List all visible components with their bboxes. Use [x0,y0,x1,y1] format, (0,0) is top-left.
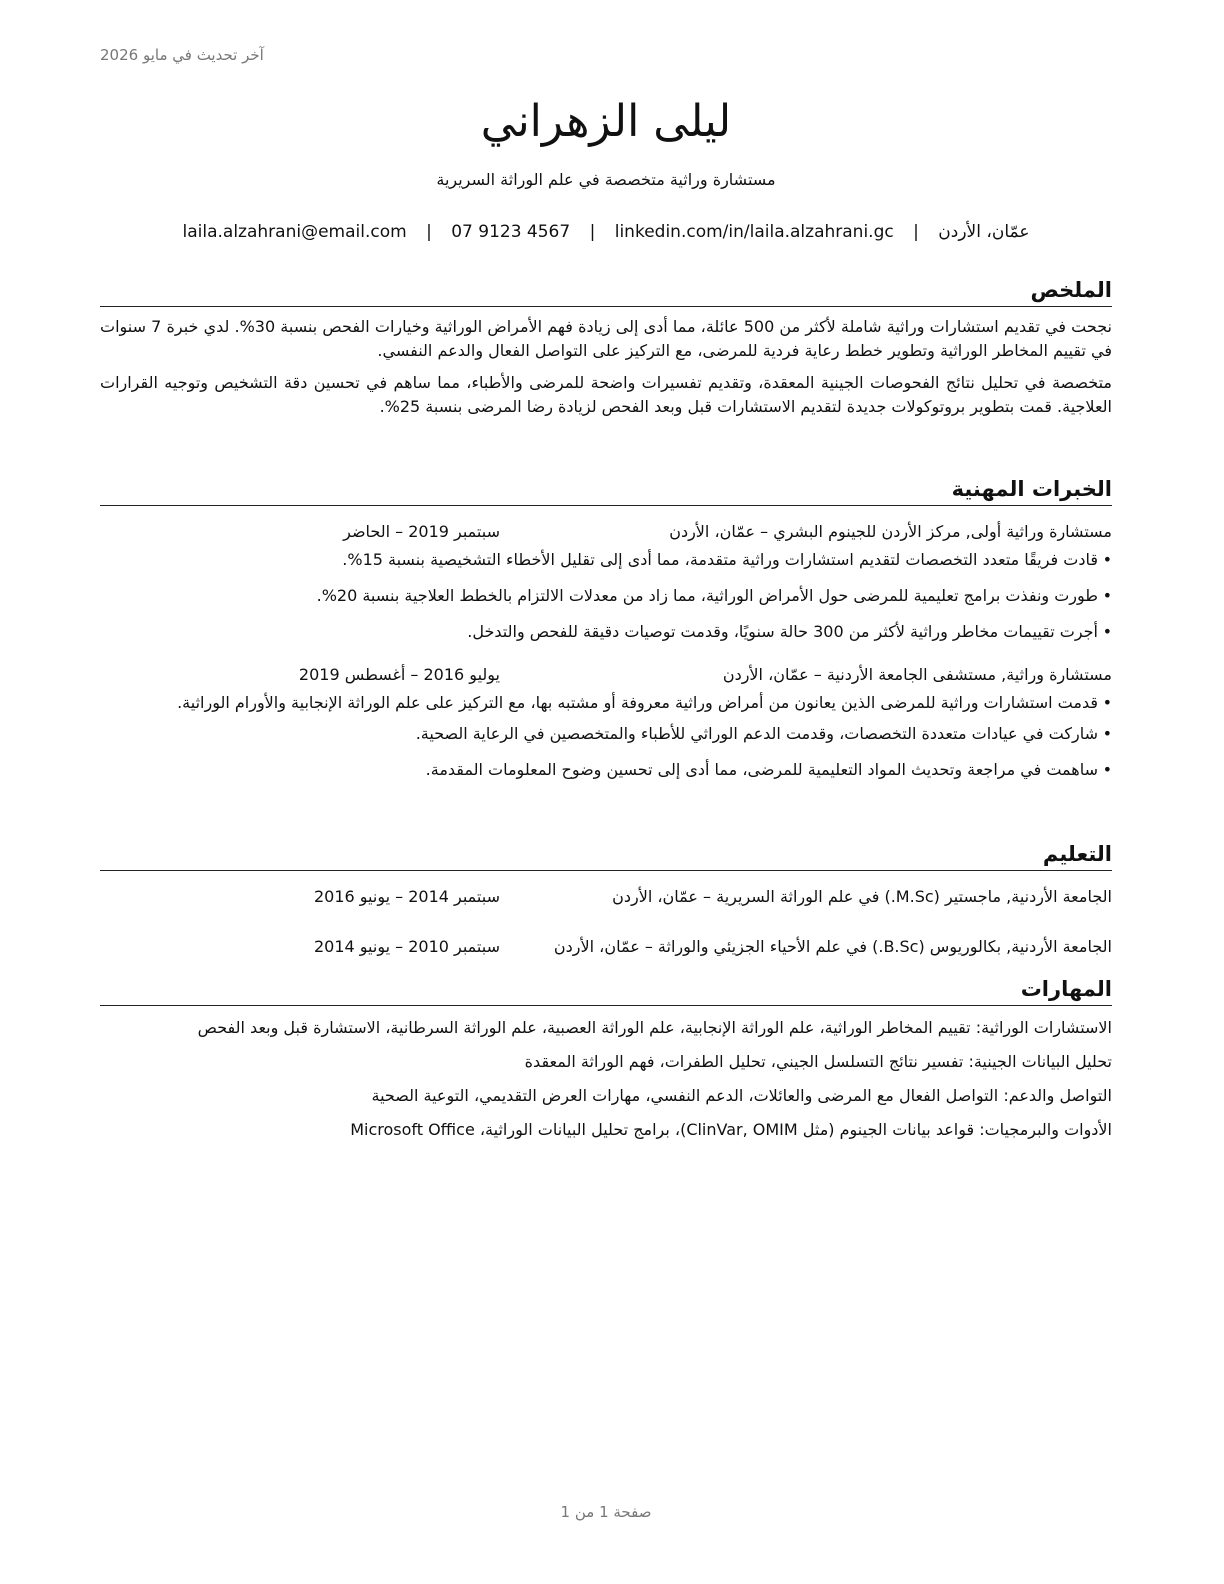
education-entry [100,885,1112,909]
education-dates: سبتمبر 2014 – يونيو 2016 [313,887,500,906]
section-title: المهارات [100,975,1112,1006]
job-dates: سبتمبر 2019 – الحاضر [343,522,500,541]
job-header [100,663,1112,687]
candidate-title: مستشارة وراثية متخصصة في علم الوراثة السريرية [436,170,776,189]
job-heading: مستشارة وراثية أولى, مركز الأردن للجينوم البشري – عمّان، الأردن [669,522,1112,541]
skill-line: تحليل البيانات الجينية: تفسير نتائج التسلسل الجيني، تحليل الطفرات، فهم الوراثة المعقدة [524,1052,1112,1071]
section-title: الخبرات المهنية [100,475,1112,506]
summary-paragraph: متخصصة في تحليل نتائج الفحوصات الجينية المعقدة، وتقديم تفسيرات واضحة للمرضى والأطباء، مما ساهم في تحسين دقة التشخيص وتوجيه القرارات العلاجية. قمت بتطوير بروتوكولات جديدة لتقديم الاستشارات قبل وبعد الفحص لزيادة رضا المرضى بنسبة 25%. [100,373,1112,416]
summary-paragraph: نجحت في تقديم استشارات وراثية شاملة لأكثر من 500 عائلة، مما أدى إلى زيادة فهم الأمراض الوراثية وخيارات الفحص بنسبة 30%. لدي خبرة 7 سنوات في تقييم المخاطر الوراثية وتطوير خطط رعاية فردية للمرضى، مع التركيز على التواصل الفعال والدعم النفسي. [100,317,1112,360]
skill-line: الاستشارات الوراثية: تقييم المخاطر الوراثية، علم الوراثة الإنجابية، علم الوراثة العصبية، علم الوراثة السرطانية، الاستشارة قبل وبعد الفحص [197,1018,1112,1037]
section-title: التعليم [100,840,1112,871]
job-bullets [100,691,1112,781]
location-text: عمّان، الأردن [938,222,1030,242]
phone-text: 07 9123 4567 [451,222,571,242]
list-item: • طورت ونفذت برامج تعليمية للمرضى حول الأمراض الوراثية، مما زاد من معدلات الالتزام بالخطط العلاجية بنسبة 20%. [100,584,1112,607]
job-entry [100,663,1112,781]
job-heading: مستشارة وراثية, مستشفى الجامعة الأردنية – عمّان، الأردن [722,665,1112,684]
resume-page [100,0,1112,1584]
education-heading: الجامعة الأردنية, بكالوريوس (B.Sc.) في علم الأحياء الجزيئي والوراثة – عمّان، الأردن [553,937,1112,956]
skill-line: التواصل والدعم: التواصل الفعال مع المرضى والعائلات، الدعم النفسي، مهارات العرض التقديمي، التوعية الصحية [371,1086,1112,1105]
candidate-name: ليلى الزهراني [480,96,732,147]
email-link[interactable]: laila.alzahrani@email.com [182,222,407,242]
contact-line [100,222,1112,242]
education-section [100,840,1112,959]
section-title: الملخص [100,276,1112,307]
summary-section [100,276,1112,419]
skill-line: الأدوات والبرمجيات: قواعد بيانات الجينوم (مثل ClinVar, OMIM)، برامج تحليل البيانات الوراثية، Microsoft Office [350,1120,1112,1139]
education-heading: الجامعة الأردنية, ماجستير (M.Sc.) في علم الوراثة السريرية – عمّان، الأردن [612,887,1112,906]
last-updated-text: آخر تحديث في مايو 2026 [100,46,264,64]
job-entry [100,520,1112,643]
experience-section [100,475,1112,794]
education-dates: سبتمبر 2010 – يونيو 2014 [313,937,500,956]
list-item: • قادت فريقًا متعدد التخصصات لتقديم استشارات وراثية متقدمة، مما أدى إلى تقليل الأخطاء التشخيصية بنسبة 15%. [100,548,1112,571]
list-item: • أجرت تقييمات مخاطر وراثية لأكثر من 300 حالة سنويًا، وقدمت توصيات دقيقة للفحص والتدخل. [100,620,1112,643]
list-item: • شاركت في عيادات متعددة التخصصات، وقدمت الدعم الوراثي للأطباء والمتخصصين في الرعاية الصحية. [100,722,1112,745]
separator: | [913,222,919,242]
separator: | [426,222,432,242]
linkedin-link[interactable]: linkedin.com/in/laila.alzahrani.gc [614,222,894,242]
job-header [100,520,1112,544]
list-item: • قدمت استشارات وراثية للمرضى الذين يعانون من أمراض وراثية معروفة أو مشتبه بها، مع التركيز على علم الوراثة الإنجابية والأورام الوراثية. [100,691,1112,714]
skills-section [100,975,1112,1142]
page-number: صفحة 1 من 1 [560,1503,652,1521]
job-dates: يوليو 2016 – أغسطس 2019 [298,665,500,684]
separator: | [589,222,596,242]
list-item: • ساهمت في مراجعة وتحديث المواد التعليمية للمرضى، مما أدى إلى تحسين وضوح المعلومات المقدمة. [100,758,1112,781]
job-bullets [100,548,1112,643]
education-entry [100,935,1112,959]
